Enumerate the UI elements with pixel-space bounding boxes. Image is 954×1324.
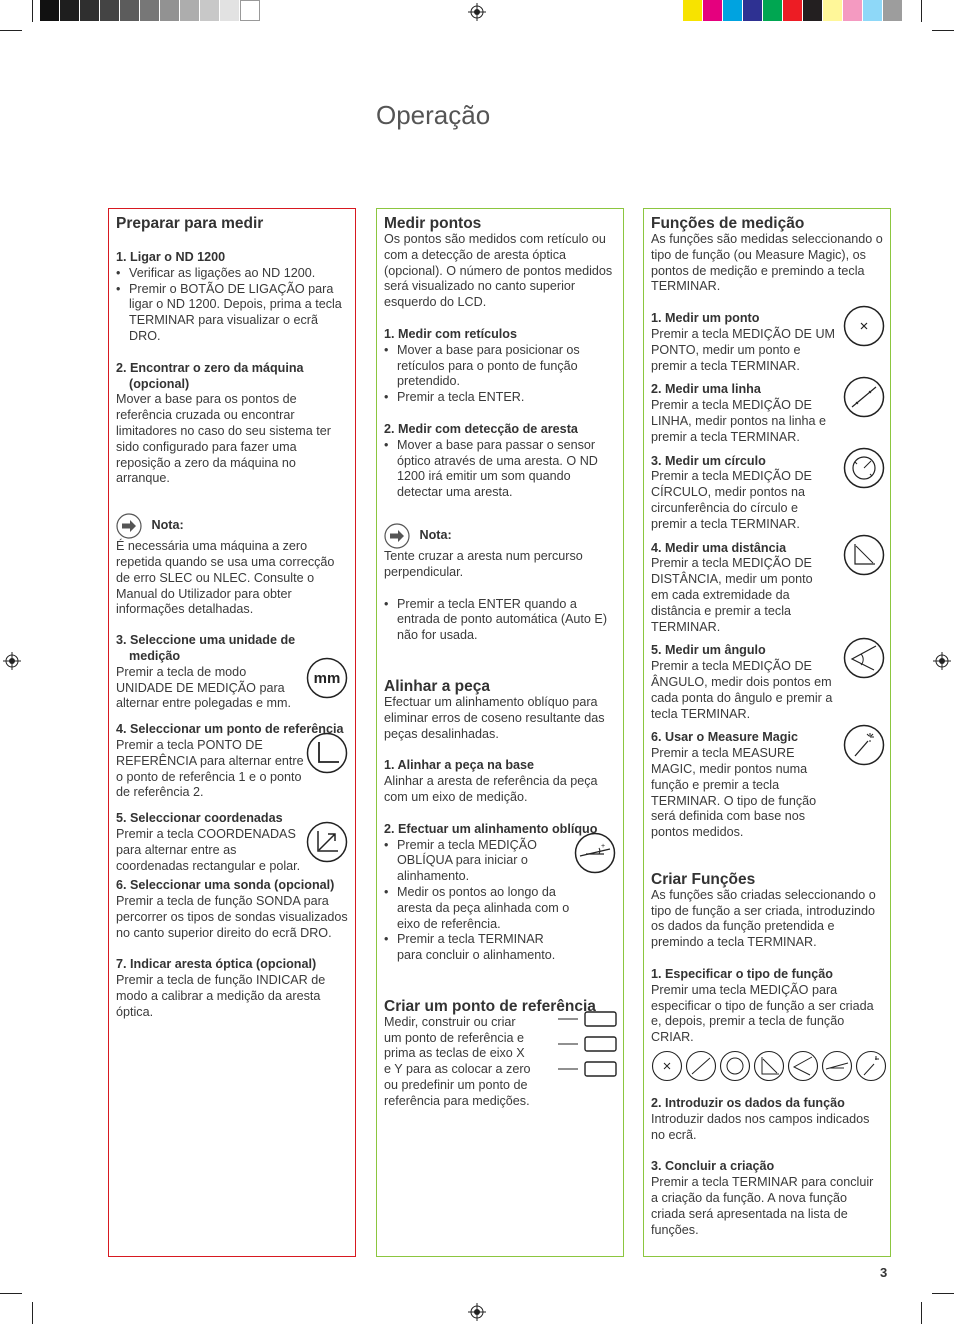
note-block (384, 523, 616, 644)
function-icons-row (651, 1050, 889, 1084)
color-swatch (783, 0, 803, 21)
step-text: Introduzir dados nos campos indicados no ecrã. (651, 1111, 870, 1142)
list-item: • Premir o BOTÃO DE LIGAÇÃO para ligar o ND 1200. Depois, prima a tecla TERMINAR para visualizar o ecrã DRO. (116, 282, 348, 345)
list-item: • Premir a tecla ENTER. (384, 390, 616, 406)
step-title: 2. Efectuar um alinhamento oblíquo (384, 821, 598, 836)
list-item: • Verificar as ligações ao ND 1200. (116, 266, 348, 282)
section-heading: Funções de medição (651, 215, 805, 232)
step-text: Premir a tecla MEDIÇÃO DE UM PONTO, medir um ponto e premir a tecla TERMINAR. (651, 326, 836, 373)
color-swatch (843, 0, 863, 21)
angle-measure-icon (843, 637, 885, 679)
bullet-list (384, 597, 616, 644)
registration-mark-icon (468, 3, 486, 21)
color-calibration-bar (683, 0, 903, 21)
note-block (116, 513, 348, 618)
crop-mark (0, 1293, 22, 1294)
list-item: • Mover a base para posicionar os retículos para o ponto de função pretendido. (384, 343, 616, 390)
gray-swatch (160, 0, 180, 21)
registration-mark-icon (3, 652, 21, 670)
measure-magic-icon (843, 724, 885, 766)
step-title: 3. Seleccione uma unidade de medição (116, 633, 296, 663)
step-title: 1. Medir um ponto (651, 311, 760, 326)
svg-text:+: + (601, 842, 606, 850)
bullet-list (384, 343, 616, 406)
step-text: Premir a tecla de função INDICAR de modo a calibrar a medição da aresta óptica. (116, 973, 326, 1019)
page-title: Operação (376, 100, 491, 130)
step-text: Premir a tecla de função SONDA para percorrer os tipos de sondas visualizados no canto superior direito do ecrã DRO. (116, 894, 348, 940)
section-heading: Criar Funções (651, 870, 756, 888)
step-title: 5. Seleccionar coordenadas (116, 811, 283, 826)
gray-swatch (220, 0, 240, 21)
note-text: É necessária uma máquina a zero repetida quando se usa uma correcção de erro SLEC ou NLEC. Consulte o Manual do Utilizador para obter informações detalhadas. (116, 539, 335, 617)
step-title: 4. Medir uma distância (651, 540, 787, 555)
crop-mark (921, 1302, 922, 1324)
mm-icon-label: mm (313, 669, 341, 687)
section-intro: Efectuar um alinhamento oblíquo para eliminar erros de coseno resultante das peças desalinhadas. (384, 694, 605, 741)
step-text: Premir a tecla MEDIÇÃO DE ÂNGULO, medir dois pontos em cada ponta do ângulo e premir a tecla TERMINAR. (651, 659, 833, 721)
section-heading: Medir pontos (384, 215, 482, 232)
step-title: 2. Medir com detecção de aresta (384, 421, 578, 436)
note-label: Nota: (151, 518, 184, 533)
step-text: Premir a tecla COORDENADAS para alternar entre as coordenadas rectangular e polar. (116, 826, 301, 873)
step-text: Premir a tecla MEDIÇÃO DE DISTÂNCIA, medir um ponto em cada extremidade da distância e premir a tecla TERMINAR. (651, 556, 813, 634)
gray-swatch (100, 0, 120, 21)
color-swatch (723, 0, 743, 21)
gray-swatch (40, 0, 60, 21)
step-text: Premir a tecla PONTO DE REFERÊNCIA para alternar entre o ponto de referência 1 e o ponto de referência 2. (116, 737, 304, 800)
step-title: 6. Seleccionar uma sonda (opcional) (116, 878, 335, 893)
section-heading: Preparar para medir (116, 215, 264, 232)
color-swatch (863, 0, 883, 21)
gray-swatch (140, 0, 160, 21)
crop-mark (32, 1302, 33, 1324)
gray-swatch (120, 0, 140, 21)
axis-keys-icon (556, 1011, 618, 1081)
list-item: • Premir a tecla MEDIÇÃO OBLÍQUA para iniciar o alinhamento. (384, 838, 572, 885)
color-swatch (683, 0, 703, 21)
gray-swatch (240, 0, 260, 21)
step-title: 2. Encontrar o zero da máquina (opcional) (116, 360, 304, 391)
step-title: 2. Introduzir os dados da função (651, 1096, 845, 1111)
distance-measure-icon (843, 534, 885, 576)
step-text: Premir a tecla MEASURE MAGIC, medir pontos numa função e premir a tecla TERMINAR. O tipo de função será definida com base nos pontos medidos. (651, 746, 817, 840)
step-title: 3. Medir um círculo (651, 453, 766, 468)
color-swatch (743, 0, 763, 21)
step-text: Alinhar a aresta de referência da peça com um eixo de medição. (384, 774, 598, 804)
coordinates-icon (306, 821, 348, 863)
step-text: Premir a tecla MEDIÇÃO DE LINHA, medir pontos na linha e premir a tecla TERMINAR. (651, 398, 827, 444)
crop-mark (32, 0, 33, 22)
bullet-list (384, 838, 572, 964)
section-heading: Alinhar a peça (384, 677, 490, 695)
step-text: Premir a tecla TERMINAR para concluir a criação da função. A nova função criada será apresentada na lista de funções. (651, 1175, 874, 1237)
step-text: Premir uma tecla MEDIÇÃO para especificar o tipo de função a ser criada e, depois, premir a tecla de função CRIAR. (651, 982, 874, 1045)
point-measure-icon (843, 305, 885, 347)
list-item: • Mover a base para passar o sensor óptico através de uma aresta. O ND 1200 irá emitir um som quando detectar uma aresta. (384, 438, 616, 501)
gray-swatch (180, 0, 200, 21)
step-text: Premir a tecla de modo UNIDADE DE MEDIÇÃO para alternar entre polegadas e mm. (116, 664, 292, 711)
line-measure-icon (843, 376, 885, 418)
step-title: 1. Especificar o tipo de função (651, 967, 833, 982)
arrow-right-icon (384, 523, 410, 549)
bullet-list (384, 438, 616, 501)
section-text: Medir, construir ou criar um ponto de referência e prima as teclas de eixo X e Y para as colocar a zero ou predefinir um ponto de referência para medições. (384, 1014, 531, 1108)
page-number: 3 (880, 1265, 888, 1280)
skew-alignment-icon (574, 832, 616, 874)
note-text: Tente cruzar a aresta num percurso perpendicular. (384, 548, 583, 579)
step-title: 4. Seleccionar um ponto de referência (116, 722, 344, 737)
crop-mark (0, 30, 22, 31)
color-swatch (703, 0, 723, 21)
gray-swatch (60, 0, 80, 21)
crop-mark (921, 0, 922, 22)
step-text: Premir a tecla MEDIÇÃO DE CÍRCULO, medir pontos na circunferência do círculo e premir a tecla TERMINAR. (651, 469, 812, 531)
step-title: 2. Medir uma linha (651, 382, 761, 397)
reference-point-icon (306, 732, 348, 774)
list-item: • Premir a tecla TERMINAR para concluir o alinhamento. (384, 932, 572, 964)
gray-swatch (200, 0, 220, 21)
gray-calibration-bar (40, 0, 260, 21)
arrow-right-icon (116, 513, 142, 539)
step-title: 1. Medir com retículos (384, 326, 517, 341)
note-label: Nota: (419, 528, 452, 543)
color-swatch (883, 0, 903, 21)
crop-mark (932, 1293, 954, 1294)
list-item: • Medir os pontos ao longo da aresta da peça alinhada com o eixo de referência. (384, 885, 572, 932)
crop-mark (932, 30, 954, 31)
step-title: 5. Medir um ângulo (651, 643, 766, 658)
step-title: 1. Ligar o ND 1200 (116, 250, 226, 264)
section-intro: As funções são criadas seleccionando o tipo de função a ser criada, introduzindo os dados da função pretendida e premindo a tecla TERMINAR. (651, 887, 876, 950)
mm-unit-icon (306, 657, 348, 699)
circle-measure-icon (843, 447, 885, 489)
step-title: 7. Indicar aresta óptica (opcional) (116, 957, 317, 972)
step-title: 3. Concluir a criação (651, 1159, 775, 1174)
step-title: 6. Usar o Measure Magic (651, 730, 798, 745)
section-intro: Os pontos são medidos com retículo ou com a detecção de aresta óptica (opcional). O número de pontos medidos será visualizado no canto superior esquerdo do LCD. (384, 232, 613, 310)
gray-swatch (80, 0, 100, 21)
color-swatch (823, 0, 843, 21)
registration-mark-icon (933, 652, 951, 670)
column-measure-points (376, 208, 624, 1257)
bullet-list (116, 266, 348, 345)
step-title: 1. Alinhar a peça na base (384, 758, 535, 773)
section-heading: Criar um ponto de referência (384, 997, 596, 1015)
registration-mark-icon (468, 1303, 486, 1321)
color-swatch (803, 0, 823, 21)
column-functions (643, 208, 891, 1257)
step-text: Mover a base para os pontos de referência cruzada ou encontrar limitadores no caso do seu sistema ter sido configurado para fazer uma reposição a zero da máquina no arranque. (116, 392, 331, 486)
list-item: • Premir a tecla ENTER quando a entrada de ponto automática (Auto E) não for usada. (384, 597, 616, 644)
color-swatch (763, 0, 783, 21)
section-intro: As funções são medidas seleccionando o tipo de função (ou Measure Magic), os pontos de medição e premindo a tecla TERMINAR. (651, 232, 883, 294)
column-prepare (108, 208, 356, 1257)
